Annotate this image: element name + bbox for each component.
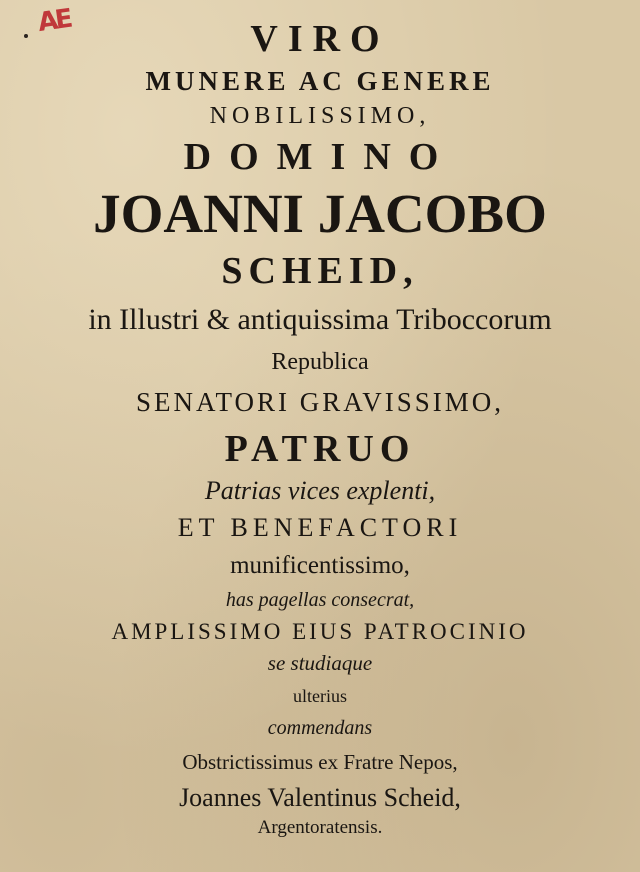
- line-obstrictissimus: Obstrictissimus ex Fratre Nepos,: [182, 750, 458, 774]
- line-munificentissimo: munificentissimo,: [230, 552, 410, 579]
- line-viro: VIRO: [250, 18, 390, 60]
- line-argentoratensis: Argentoratensis.: [257, 817, 383, 838]
- line-illustri: in Illustri & antiquissima Triboccorum: [88, 303, 552, 336]
- line-ulterius: ulterius: [293, 686, 347, 706]
- line-domino: DOMINO: [183, 136, 457, 178]
- line-scheid: SCHEID,: [221, 250, 419, 292]
- line-republica: Republica: [271, 349, 369, 375]
- line-patrias: Patrias vices explenti,: [204, 476, 436, 505]
- line-commendans: commendans: [267, 717, 373, 739]
- line-munere: MUNERE AC GENERE: [145, 66, 495, 96]
- line-pagellas: has pagellas consecrat,: [225, 589, 415, 611]
- line-amplissimo: AMPLISSIMO EIUS PATROCINIO: [111, 619, 529, 644]
- line-benefactori: ET BENEFACTORI: [177, 513, 463, 542]
- line-studiaque: se studiaque: [267, 651, 373, 675]
- line-nobilissimo: NOBILISSIMO,: [209, 103, 431, 129]
- line-joanni-jacobo: JOANNI JACOBO: [93, 183, 547, 244]
- line-patruo: PATRUO: [224, 428, 416, 470]
- line-joannes-valentinus: Joannes Valentinus Scheid,: [179, 783, 461, 812]
- library-stamp: AE: [36, 3, 72, 39]
- line-senatori: SENATORI GRAVISSIMO,: [135, 387, 505, 417]
